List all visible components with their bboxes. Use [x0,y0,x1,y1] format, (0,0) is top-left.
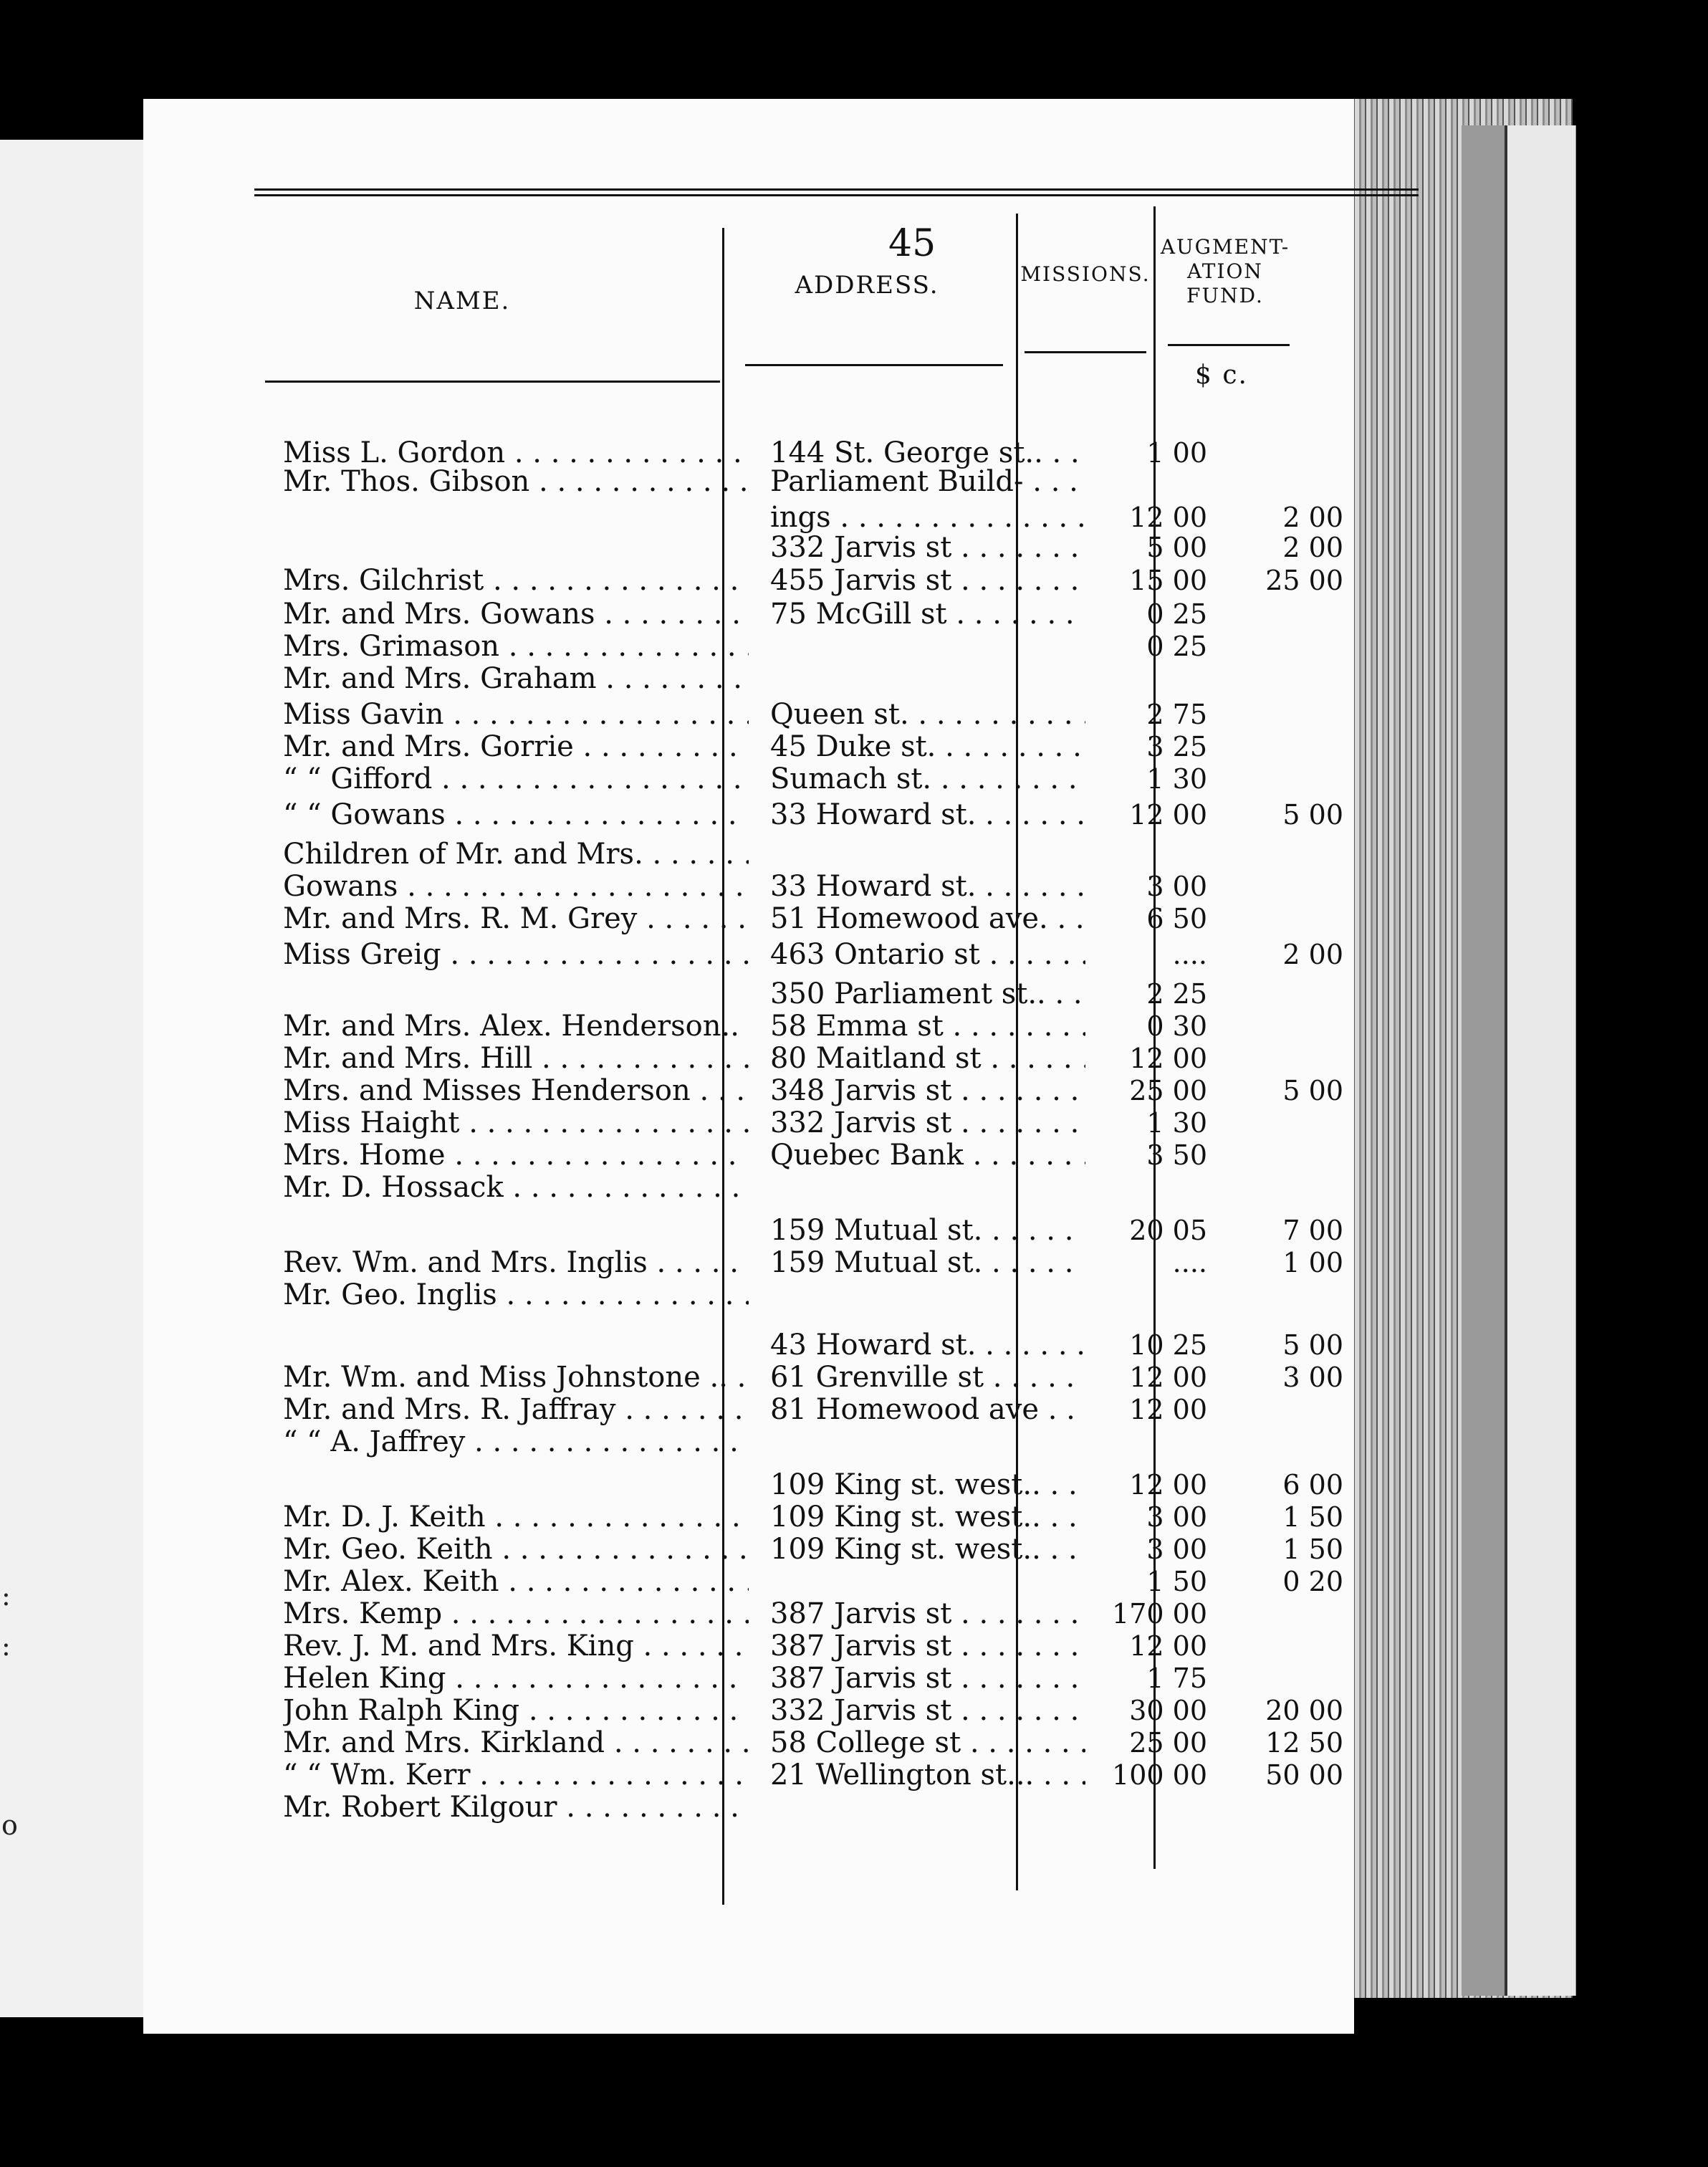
entry-address: 43 Howard st. . . . [770,1328,1085,1362]
table-row [283,500,1358,535]
entry-address: Sumach st. . . . [770,762,1085,796]
book-edge [1505,125,1575,1996]
entry-address: 51 Homewood ave. . . . [770,901,1085,936]
entry-name: Mr. Geo. Keith . . . [283,1532,749,1566]
table-row [283,977,1358,1011]
entry-name: Mr. and Mrs. Gorrie . . . [283,729,749,764]
table-row [283,1245,1358,1280]
entry-name: Rev. J. M. and Mrs. King . . . [283,1629,749,1663]
currency-label: $ c. [1195,360,1248,390]
entry-address: 109 King st. west.. . . . [770,1468,1085,1502]
column-header-missions: MISSIONS. [1020,262,1151,286]
table-row [283,762,1358,796]
missions-amount: 1 50 [1146,1566,1207,1597]
augmentation-amount: 5 00 [1282,1329,1343,1361]
missions-amount: 30 00 [1129,1695,1207,1726]
column-header-augmentation [1153,235,1297,308]
missions-amount: 12 00 [1129,1630,1207,1662]
page-number: 45 [888,222,936,265]
entry-address: ings . . . [770,500,1085,535]
table-row [283,1392,1358,1427]
augmentation-amount: 20 00 [1265,1695,1343,1726]
table-row [283,869,1358,904]
entry-address: 159 Mutual st. . . . [770,1213,1085,1248]
table-row [283,1468,1358,1502]
entry-name: Mrs. Gilchrist . . . [283,563,749,598]
header-rule [1025,351,1146,353]
missions-amount: 100 00 [1112,1759,1207,1791]
missions-amount: 2 75 [1146,699,1207,730]
entry-name: John Ralph King . . . [283,1693,749,1728]
entry-name: “ “ A. Jaffrey . . . [283,1425,749,1459]
entry-address: 58 Emma st . . . [770,1009,1085,1043]
entry-address: Queen st. . . . [770,697,1085,732]
missions-amount: 3 00 [1146,1501,1207,1533]
entry-name: Miss Gavin . . . [283,697,749,732]
left-page-fragment: : [1,1630,11,1662]
entry-address: 332 Jarvis st . . . [770,1106,1085,1140]
entry-name: Mr. and Mrs. Graham . . . [283,661,749,696]
augmentation-amount: 1 50 [1282,1501,1343,1533]
augmentation-header-line: ATION [1187,259,1263,283]
left-page-fragment: o [1,1809,18,1841]
entry-name: Mr. Thos. Gibson . . . [283,464,749,499]
entry-address: Quebec Bank . . . [770,1138,1085,1172]
augmentation-amount: 6 00 [1282,1469,1343,1501]
augmentation-amount: 25 00 [1265,565,1343,596]
table-row [283,798,1358,832]
missions-amount: 0 25 [1146,598,1207,630]
augmentation-amount: 50 00 [1265,1759,1343,1791]
table-row [283,1500,1358,1534]
missions-amount: 1 30 [1146,763,1207,795]
entry-address: 81 Homewood ave . . . [770,1392,1085,1427]
header-rule [1168,344,1290,346]
table-row [283,697,1358,732]
entry-address: 21 Wellington st... . . . [770,1758,1085,1792]
entry-address: 455 Jarvis st . . . [770,563,1085,598]
entry-address: 109 King st. west.. . . . [770,1500,1085,1534]
missions-amount: 0 30 [1146,1010,1207,1042]
entry-address: 387 Jarvis st . . . [770,1661,1085,1695]
entry-address: 332 Jarvis st . . . [770,530,1085,565]
table-row [283,1360,1358,1395]
entry-address: 159 Mutual st. . . . [770,1245,1085,1280]
table-row [283,1009,1358,1043]
column-header-name: NAME. [413,287,511,315]
augmentation-amount: 2 00 [1282,939,1343,970]
missions-amount: 3 00 [1146,871,1207,902]
entry-address: 387 Jarvis st . . . [770,1597,1085,1631]
missions-amount: 12 00 [1129,1362,1207,1393]
augmentation-amount: 12 50 [1265,1727,1343,1759]
table-row [283,1138,1358,1172]
augmentation-header-line: FUND. [1186,284,1264,307]
entry-address: 33 Howard st. . . . [770,798,1085,832]
book-page [143,99,1354,2034]
missions-amount: 20 05 [1129,1215,1207,1246]
entry-name: Mr. and Mrs. Alex. Henderson.. . . . [283,1009,749,1043]
missions-amount: 12 00 [1129,1043,1207,1074]
entry-name: Mr. and Mrs. R. M. Grey . . . [283,901,749,936]
header-rule [265,381,720,383]
table-row [283,901,1358,936]
table-row [283,1278,1358,1312]
table-row [283,1425,1358,1459]
top-rule [254,188,1419,191]
augmentation-amount: 5 00 [1282,799,1343,831]
entry-name: Miss Haight . . . [283,1106,749,1140]
missions-amount: .... [1172,939,1207,970]
entry-name: Mrs. and Misses Henderson . . . [283,1073,749,1108]
entry-name: Mrs. Home . . . [283,1138,749,1172]
missions-amount: 5 00 [1146,532,1207,563]
entry-name: Helen King . . . [283,1661,749,1695]
entry-address: 80 Maitland st . . . [770,1041,1085,1076]
missions-amount: .... [1172,1247,1207,1278]
augmentation-amount: 3 00 [1282,1362,1343,1393]
header-rule [745,364,1003,366]
missions-amount: 10 25 [1129,1329,1207,1361]
table-row [283,530,1358,565]
column-header-address: ADDRESS. [795,271,939,300]
entry-name: Mrs. Kemp . . . [283,1597,749,1631]
table-row [283,1758,1358,1792]
entry-name: Mr. Geo. Inglis . . . [283,1278,749,1312]
entry-name: Mr. D. Hossack . . . [283,1170,749,1205]
table-row [283,563,1358,598]
augmentation-amount: 2 00 [1282,502,1343,533]
missions-amount: 6 50 [1146,903,1207,934]
table-row [283,1726,1358,1760]
table-row [283,1629,1358,1663]
missions-amount: 1 00 [1146,437,1207,469]
entry-address: 45 Duke st. . . . [770,729,1085,764]
entry-address: 58 College st . . . [770,1726,1085,1760]
table-row [283,1328,1358,1362]
table-row [283,1564,1358,1599]
entry-address: Parliament Build- . . . [770,464,1085,499]
table-row [283,1693,1358,1728]
table-row [283,464,1358,499]
table-row [283,1041,1358,1076]
table-row [283,1213,1358,1248]
entry-name: Mr. Wm. and Miss Johnstone .. . . . [283,1360,749,1395]
entry-name: Miss L. Gordon . . . [283,436,749,470]
missions-amount: 3 50 [1146,1139,1207,1171]
entry-name: Children of Mr. and Mrs. . . . [283,837,749,871]
missions-amount: 12 00 [1129,1394,1207,1425]
entry-address: 463 Ontario st . . . [770,937,1085,972]
augmentation-amount: 1 50 [1282,1534,1343,1565]
missions-amount: 12 00 [1129,799,1207,831]
table-row [283,729,1358,764]
entry-name: Gowans . . . [283,869,749,904]
entry-name: Rev. Wm. and Mrs. Inglis . . . [283,1245,749,1280]
missions-amount: 12 00 [1129,502,1207,533]
augmentation-header-line: AUGMENT- [1160,235,1290,259]
augmentation-amount: 2 00 [1282,532,1343,563]
table-row [283,629,1358,664]
entry-name: “ “ Gowans . . . [283,798,749,832]
entry-name: Miss Greig . . . [283,937,749,972]
table-row [283,837,1358,871]
top-rule [254,194,1419,196]
entry-address: 144 St. George st.. . . . [770,436,1085,470]
left-page-fragment: : [1,1580,11,1612]
augmentation-amount: 1 00 [1282,1247,1343,1278]
entry-name: Mr. and Mrs. R. Jaffray . . . [283,1392,749,1427]
missions-amount: 3 00 [1146,1534,1207,1565]
augmentation-amount: 0 20 [1282,1566,1343,1597]
missions-amount: 25 00 [1129,1727,1207,1759]
table-row [283,1073,1358,1108]
missions-amount: 25 00 [1129,1075,1207,1106]
entry-address: 350 Parliament st.. . . . [770,977,1085,1011]
entry-address: 332 Jarvis st . . . [770,1693,1085,1728]
entry-address: 61 Grenville st . . . [770,1360,1085,1395]
entry-name: “ “ Wm. Kerr . . . [283,1758,749,1792]
table-row [283,1106,1358,1140]
missions-amount: 1 75 [1146,1663,1207,1694]
entry-name: Mr. Alex. Keith . . . [283,1564,749,1599]
entry-address: 387 Jarvis st . . . [770,1629,1085,1663]
table-row [283,1170,1358,1205]
table-row [283,1597,1358,1631]
missions-amount: 0 25 [1146,631,1207,662]
entry-address: 109 King st. west.. . . . [770,1532,1085,1566]
entry-name: Mr. and Mrs. Hill . . . [283,1041,749,1076]
entry-name: Mr. Robert Kilgour . . . [283,1790,749,1824]
table-row [283,937,1358,972]
table-row [283,597,1358,631]
entry-name: Mrs. Grimason . . . [283,629,749,664]
subscriber-table [283,436,1358,1912]
missions-amount: 12 00 [1129,1469,1207,1501]
table-row [283,1532,1358,1566]
entry-address: 75 McGill st . . . [770,597,1085,631]
entry-address: 348 Jarvis st . . . [770,1073,1085,1108]
entry-name: Mr. D. J. Keith . . . [283,1500,749,1534]
augmentation-amount: 5 00 [1282,1075,1343,1106]
missions-amount: 2 25 [1146,978,1207,1010]
table-row [283,661,1358,696]
missions-amount: 1 30 [1146,1107,1207,1139]
augmentation-amount: 7 00 [1282,1215,1343,1246]
missions-amount: 170 00 [1112,1598,1207,1630]
table-row [283,1661,1358,1695]
entry-name: Mr. and Mrs. Gowans . . . [283,597,749,631]
missions-amount: 3 25 [1146,731,1207,762]
table-row [283,1790,1358,1824]
entry-name: “ “ Gifford . . . [283,762,749,796]
entry-name: Mr. and Mrs. Kirkland . . . [283,1726,749,1760]
entry-address: 33 Howard st. . . . [770,869,1085,904]
missions-amount: 15 00 [1129,565,1207,596]
